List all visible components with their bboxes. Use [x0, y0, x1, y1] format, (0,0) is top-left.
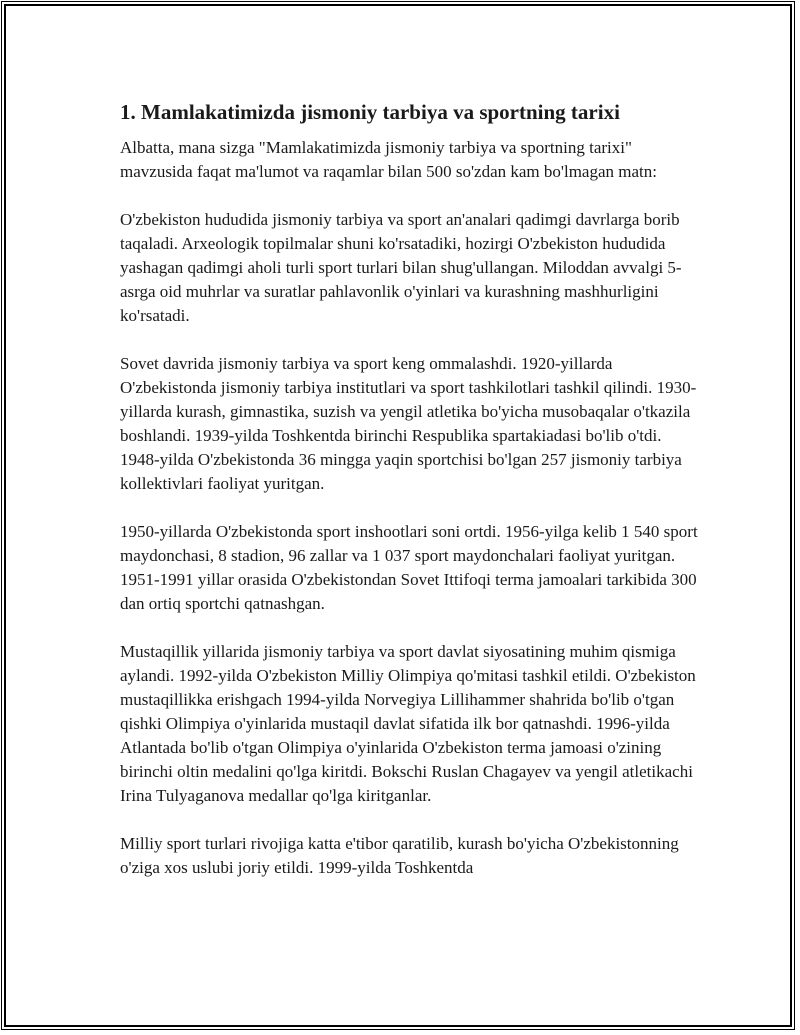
- paragraph-independence: Mustaqillik yillarida jismoniy tarbiya va sport davlat siyosatining muhim qismiga aylandi. 1992-yilda O'zbekiston Milliy Olimpiya qo'mitasi tashkil etildi. O'zbekiston mustaqillikka erishgach 1994-yilda Norvegiya Lillihammer shahrida bo'lib o'tgan qishki Olimpiya o'yinlarida mustaqil davlat sifatida ilk bor qatnashdi. 1996-yilda Atlantada bo'lib o'tgan Olimpiya o'yinlarida O'zbekiston terma jamoasi o'zining birinchi oltin medalini qo'lga kiritdi. Bokschi Ruslan Chagayev va yengil atletikachi Irina Tulyaganova medallar qo'lga kiritganlar.: [120, 642, 696, 805]
- page-frame: [4, 4, 792, 1027]
- paragraph-soviet-period: Sovet davrida jismoniy tarbiya va sport keng ommalashdi. 1920-yillarda O'zbekistonda jismoniy tarbiya institutlari va sport tashkilotlari tashkil qilindi. 1930-yillarda kurash, gimnastika, suzish va yengil atletika bo'yicha musobaqalar o'tkazila boshlandi. 1939-yilda Toshkentda birinchi Respublika spartakiadasi bo'lib o'tdi. 1948-yilda O'zbekistonda 36 mingga yaqin sportchisi bo'lgan 257 jismoniy tarbiya kollektivlari faoliyat yuritgan.: [120, 354, 697, 493]
- paragraph-1950s: 1950-yillarda O'zbekistonda sport inshootlari soni ortdi. 1956-yilga kelib 1 540 sport maydonchasi, 8 stadion, 96 zallar va 1 037 sport maydonchalari faoliyat yuritgan. 1951-1991 yillar orasida O'zbekistondan Sovet Ittifoqi terma jamoalari tarkibida 300 dan ortiq sportchi qatnashgan.: [120, 522, 698, 613]
- paragraph-ancient-history: O'zbekiston hududida jismoniy tarbiya va sport an'analari qadimgi davrlarga borib taqaladi. Arxeologik topilmalar shuni ko'rsatadiki, hozirgi O'zbekiston hududida yashagan qadimgi aholi turli sport turlari bilan shug'ullangan. Miloddan avvalgi 5-asrga oid muhrlar va suratlar pahlavonlik o'yinlari va kurashning mashhurligini ko'rsatadi.: [120, 210, 682, 325]
- document-title: 1. Mamlakatimizda jismoniy tarbiya va sportning tarixi: [120, 100, 620, 124]
- paragraph-intro: Albatta, mana sizga "Mamlakatimizda jismoniy tarbiya va sportning tarixi" mavzusida faqat ma'lumot va raqamlar bilan 500 so'zdan kam bo'lmagan matn:: [120, 138, 657, 181]
- document-body: [120, 98, 700, 880]
- paragraph-national-sports: Milliy sport turlari rivojiga katta e'tibor qaratilib, kurash bo'yicha O'zbekistonning o'ziga xos uslubi joriy etildi. 1999-yilda Toshkentda: [120, 834, 679, 877]
